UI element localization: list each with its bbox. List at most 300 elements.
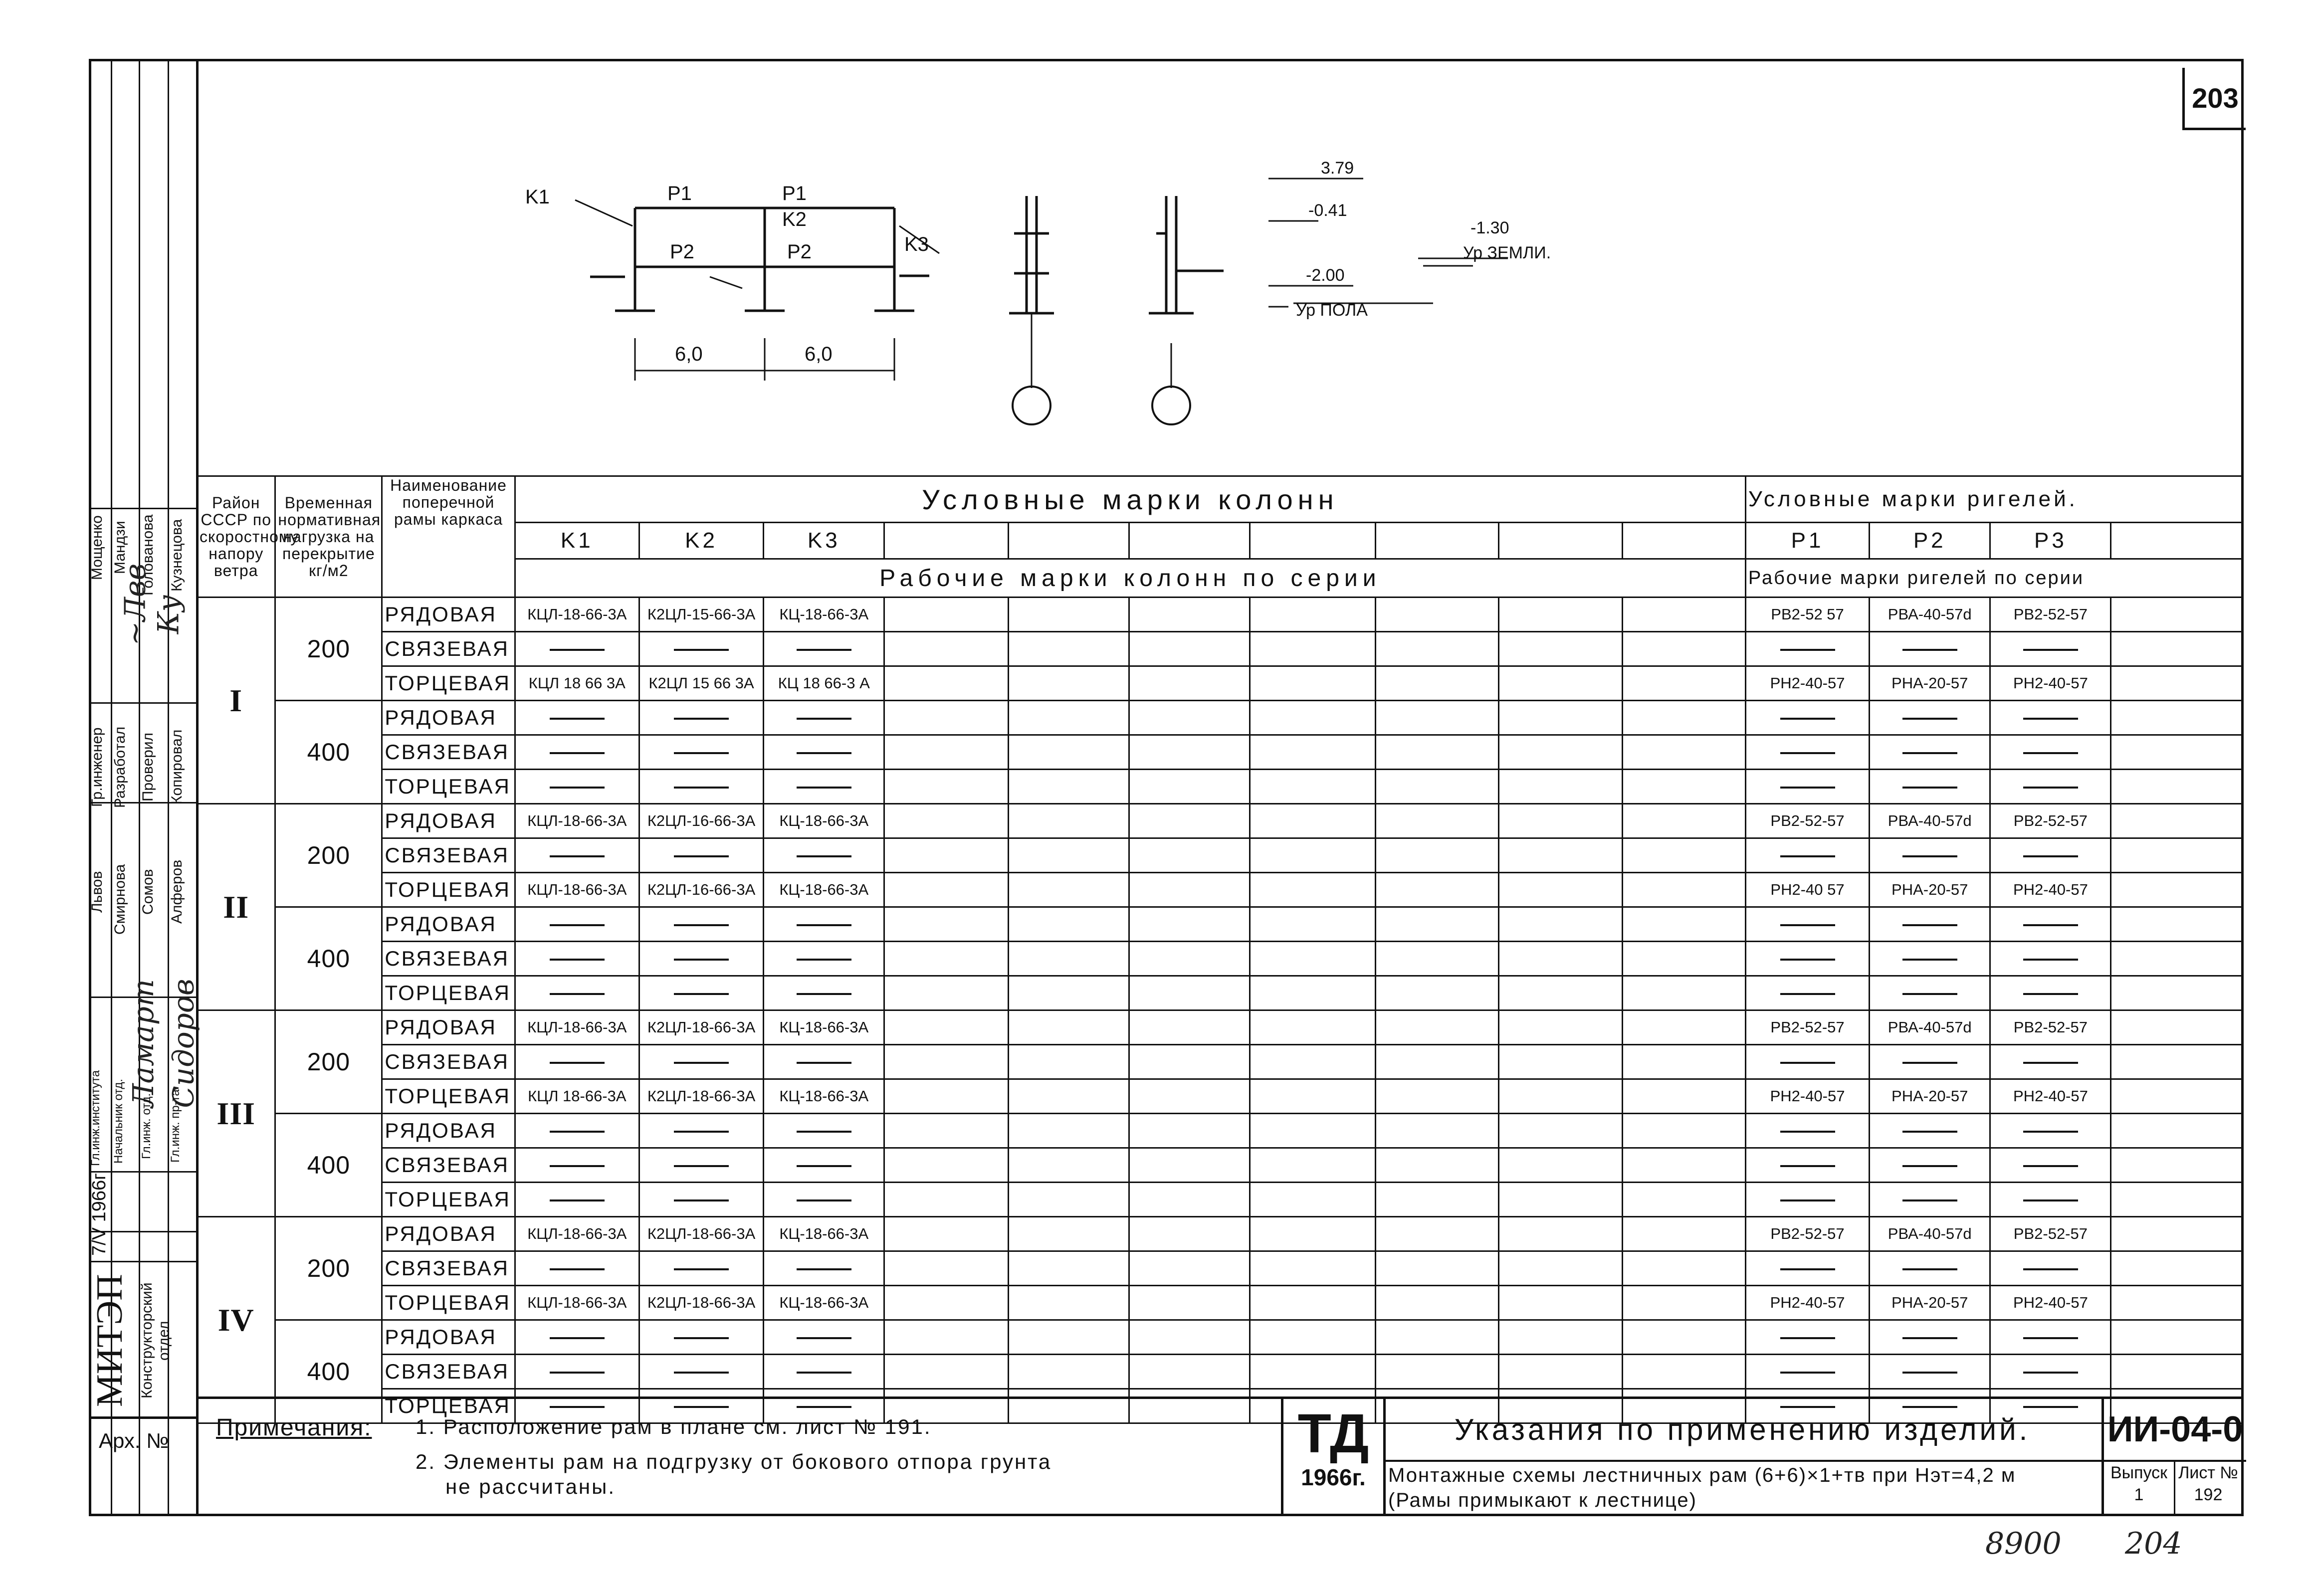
dash-mark <box>1902 1337 1957 1339</box>
empty-cell <box>1376 1148 1499 1183</box>
empty-cell <box>1129 1320 1250 1355</box>
dash-mark <box>1780 924 1835 926</box>
empty-cell <box>884 1010 1008 1045</box>
empty-cell <box>1376 632 1499 666</box>
person-name: Алферов <box>169 859 185 924</box>
empty-cell <box>1129 770 1250 804</box>
empty-cell <box>1129 907 1250 942</box>
beam-mark-cell <box>1745 1251 1869 1286</box>
header-p2: P2 <box>1870 523 1990 559</box>
dash-mark <box>797 649 851 651</box>
dash-mark <box>797 787 851 789</box>
empty-cell <box>1376 976 1499 1010</box>
empty-cell <box>1376 873 1499 907</box>
empty-cell <box>1129 976 1250 1010</box>
empty-cell <box>1376 1045 1499 1079</box>
empty-cell <box>884 666 1008 701</box>
dash-mark <box>550 993 605 995</box>
beam-mark-cell <box>1870 1355 1990 1389</box>
empty-cell <box>1376 1355 1499 1389</box>
table-row <box>197 942 2243 976</box>
beam-mark-cell: РН2-40-57 <box>1745 1079 1869 1114</box>
empty-cell <box>1008 804 1129 838</box>
empty-cell <box>1499 1045 1622 1079</box>
beam-mark-cell <box>1990 907 2111 942</box>
table-row <box>197 1355 2243 1389</box>
dash-mark <box>550 959 605 961</box>
empty-cell <box>1129 804 1250 838</box>
label-k1: K1 <box>525 186 550 208</box>
beam-mark-cell: РНА-20-57 <box>1870 873 1990 907</box>
column-mark-cell <box>515 1114 639 1148</box>
empty-cell <box>1499 1286 1622 1320</box>
column-mark-cell <box>764 1251 884 1286</box>
beam-mark-cell <box>1870 632 1990 666</box>
empty-cell <box>2111 701 2243 735</box>
dash-mark <box>550 1199 605 1201</box>
empty-cell <box>884 1320 1008 1355</box>
beam-mark-cell <box>1745 770 1869 804</box>
header-k2: K2 <box>639 523 763 559</box>
empty-cell <box>2111 770 2243 804</box>
dash-mark <box>1902 855 1957 857</box>
beam-mark-cell <box>1990 976 2111 1010</box>
frame-type-cell: ТОРЦЕВАЯ <box>382 770 515 804</box>
table-row <box>197 1079 2243 1114</box>
beam-mark-cell <box>1745 1320 1869 1355</box>
beam-mark-cell: РВА-40-57d <box>1870 804 1990 838</box>
load-cell: 400 <box>275 701 382 804</box>
empty-cell <box>1499 1320 1622 1355</box>
column-mark-cell <box>639 942 763 976</box>
empty-cell <box>1250 770 1375 804</box>
empty-cell <box>884 735 1008 770</box>
column-mark-cell: К2ЦЛ 15 66 3А <box>639 666 763 701</box>
empty-cell <box>1499 632 1622 666</box>
empty-cell <box>1499 804 1622 838</box>
empty-cell <box>1376 666 1499 701</box>
beam-mark-cell: РН2-40-57 <box>1745 666 1869 701</box>
person-role: Проверил <box>140 732 156 802</box>
frame-type-cell: ТОРЦЕВАЯ <box>382 1079 515 1114</box>
frame-type-cell: СВЯЗЕВАЯ <box>382 1355 515 1389</box>
empty-cell <box>1376 735 1499 770</box>
issue-label: Выпуск <box>2110 1463 2168 1482</box>
empty-cell <box>1376 1251 1499 1286</box>
empty-cell <box>1008 838 1129 873</box>
empty-cell <box>2111 804 2243 838</box>
empty-cell <box>884 632 1008 666</box>
column-mark-cell: КЦЛ 18-66-3А <box>515 1079 639 1114</box>
column-mark-cell <box>515 1183 639 1217</box>
table-row <box>197 1114 2243 1148</box>
empty-cell <box>884 976 1008 1010</box>
beam-mark-cell: РВА-40-57d <box>1870 598 1990 632</box>
person-name: Смирнова <box>112 864 128 935</box>
frame-type-cell: ТОРЦЕВАЯ <box>382 976 515 1010</box>
dash-mark <box>550 787 605 789</box>
table-row <box>197 1183 2243 1217</box>
beam-mark-cell: РН2-40-57 <box>1745 1286 1869 1320</box>
issue-value: 1 <box>2134 1485 2144 1504</box>
column-mark-cell <box>764 942 884 976</box>
empty-cell <box>1376 1217 1499 1251</box>
beam-mark-cell <box>1990 735 2111 770</box>
dash-mark <box>1902 649 1957 651</box>
marks-table-wrap <box>196 475 2244 1424</box>
empty-cell <box>1008 666 1129 701</box>
beam-mark-cell: РВА-40-57d <box>1870 1217 1990 1251</box>
signature: Сидоров <box>166 979 201 1108</box>
column-mark-cell <box>515 1320 639 1355</box>
load-cell: 200 <box>275 1010 382 1114</box>
dash-mark <box>797 993 851 995</box>
dash-mark <box>1780 1372 1835 1374</box>
column-mark-cell <box>764 1355 884 1389</box>
dash-mark <box>1780 1199 1835 1201</box>
sheet-number: 203 <box>2182 68 2246 130</box>
person-role: Разработал <box>112 726 128 808</box>
note-2: 2. Элементы рам на подгрузку от бокового отпора грунта <box>416 1450 1052 1473</box>
empty-cell <box>1376 770 1499 804</box>
note-1: 1. Расположение рам в плане см. лист № 191. <box>416 1415 932 1438</box>
empty-cell <box>1499 598 1622 632</box>
column-mark-cell <box>764 976 884 1010</box>
empty-cell <box>1622 770 1745 804</box>
empty-cell <box>1622 1183 1745 1217</box>
dash-mark <box>2023 1268 2078 1270</box>
elevation: -0.41 <box>1308 201 1347 220</box>
column-mark-cell <box>639 701 763 735</box>
empty-cell <box>2111 976 2243 1010</box>
dash-mark <box>2023 1131 2078 1133</box>
empty-cell <box>1376 1010 1499 1045</box>
person-role: Копировал <box>169 729 185 805</box>
frame-type-cell: СВЯЗЕВАЯ <box>382 1045 515 1079</box>
beam-mark-cell <box>1990 701 2111 735</box>
empty-cell <box>1499 701 1622 735</box>
empty-cell <box>1376 1320 1499 1355</box>
empty-cell <box>884 804 1008 838</box>
dash-mark <box>550 718 605 720</box>
beam-mark-cell <box>1745 838 1869 873</box>
beam-mark-cell <box>1990 1251 2111 1286</box>
column-mark-cell: К2ЦЛ-18-66-3А <box>639 1217 763 1251</box>
dash-mark <box>1902 1165 1957 1167</box>
title-block <box>196 1396 2244 1516</box>
beam-mark-cell <box>1870 1183 1990 1217</box>
beam-mark-cell <box>1870 1320 1990 1355</box>
column-mark-cell <box>515 770 639 804</box>
empty-cell <box>2111 838 2243 873</box>
table-row <box>197 1217 2243 1251</box>
dash-mark <box>2023 1199 2078 1201</box>
column-mark-cell: КЦ-18-66-3А <box>764 1286 884 1320</box>
empty-cell <box>1376 1114 1499 1148</box>
column-mark-cell: КЦ-18-66-3А <box>764 873 884 907</box>
frame-type-cell: РЯДОВАЯ <box>382 1010 515 1045</box>
empty-cell <box>1008 598 1129 632</box>
beam-mark-cell: РВ2-52-57 <box>1990 1010 2111 1045</box>
column-mark-cell <box>639 770 763 804</box>
label-p1: P1 <box>782 183 807 204</box>
frame-type-cell: РЯДОВАЯ <box>382 701 515 735</box>
dash-mark <box>797 1372 851 1374</box>
beam-mark-cell <box>1870 1114 1990 1148</box>
empty-cell <box>1008 1183 1129 1217</box>
dash-mark <box>2023 1165 2078 1167</box>
strip-line <box>89 1261 196 1262</box>
empty-cell <box>2111 1148 2243 1183</box>
empty-cell <box>1129 1286 1250 1320</box>
frame-type-cell: СВЯЗЕВАЯ <box>382 838 515 873</box>
column-mark-cell: КЦЛ-18-66-3А <box>515 804 639 838</box>
empty-cell <box>884 873 1008 907</box>
beam-mark-cell: РВ2-52-57 <box>1745 804 1869 838</box>
column-mark-cell: К2ЦЛ-15-66-3А <box>639 598 763 632</box>
dash-mark <box>674 1268 729 1270</box>
dash-mark <box>797 718 851 720</box>
beam-mark-cell <box>1990 632 2111 666</box>
person-role: Гр.инженер <box>89 727 105 807</box>
dash-mark <box>1780 1062 1835 1064</box>
empty-cell <box>2111 1114 2243 1148</box>
beam-mark-cell <box>1745 942 1869 976</box>
empty-cell <box>1129 1079 1250 1114</box>
person-name: Кузнецова <box>169 519 185 592</box>
column-mark-cell <box>764 907 884 942</box>
empty-cell <box>1129 838 1250 873</box>
beam-mark-cell <box>1870 838 1990 873</box>
column-mark-cell: К2ЦЛ-16-66-3А <box>639 804 763 838</box>
empty-cell <box>884 1251 1008 1286</box>
column-mark-cell <box>764 1148 884 1183</box>
dash-mark <box>1780 1268 1835 1270</box>
beam-mark-cell <box>1745 701 1869 735</box>
strip-line <box>89 508 196 509</box>
left-title-strip <box>89 59 199 1516</box>
empty-cell <box>1129 1045 1250 1079</box>
archive-number: Арх. № <box>89 1416 196 1516</box>
dash-mark <box>797 924 851 926</box>
table-row <box>197 1286 2243 1320</box>
dash-mark <box>550 1372 605 1374</box>
dash-mark <box>2023 752 2078 754</box>
empty-cell <box>1499 873 1622 907</box>
empty-cell <box>884 598 1008 632</box>
dash-mark <box>1780 855 1835 857</box>
dash-mark <box>1902 787 1957 789</box>
empty-cell <box>1250 1183 1375 1217</box>
beam-mark-cell <box>1870 770 1990 804</box>
empty-cell <box>1622 1079 1745 1114</box>
column-mark-cell <box>515 838 639 873</box>
empty-cell <box>1622 1320 1745 1355</box>
empty-cell <box>1376 804 1499 838</box>
column-mark-cell: КЦЛ-18-66-3А <box>515 1286 639 1320</box>
column-mark-cell <box>515 1045 639 1079</box>
column-mark-cell <box>639 838 763 873</box>
empty-cell <box>2111 523 2243 559</box>
strip-line <box>89 702 196 704</box>
empty-cell <box>1622 1148 1745 1183</box>
empty-cell <box>1499 523 1622 559</box>
beam-mark-cell <box>1745 1355 1869 1389</box>
empty-cell <box>1250 804 1375 838</box>
empty-cell <box>1250 1286 1375 1320</box>
dash-mark <box>550 855 605 857</box>
dash-mark <box>797 1062 851 1064</box>
empty-cell <box>1008 907 1129 942</box>
table-row <box>197 1045 2243 1079</box>
empty-cell <box>2111 632 2243 666</box>
label-p2: P2 <box>787 241 812 263</box>
td-stamp <box>1281 1399 1386 1516</box>
empty-cell <box>1008 942 1129 976</box>
beam-mark-cell <box>1990 942 2111 976</box>
header-row <box>197 476 2243 523</box>
document-title: Указания по применению изделий. <box>1383 1399 2101 1462</box>
empty-cell <box>1008 1045 1129 1079</box>
empty-cell <box>2111 598 2243 632</box>
dash-mark <box>550 649 605 651</box>
empty-cell <box>1250 666 1375 701</box>
dash-mark <box>2023 1337 2078 1339</box>
dash-mark <box>797 1165 851 1167</box>
handwritten-number: 8900 <box>1985 1526 2062 1561</box>
dash-mark <box>1902 718 1957 720</box>
ground-level: Ур ЗЕМЛИ. <box>1463 243 1551 262</box>
person-name: Мандзи <box>112 521 128 575</box>
dash-mark <box>1902 959 1957 961</box>
region-cell: I <box>197 598 275 804</box>
column-mark-cell <box>764 735 884 770</box>
dash-mark <box>1902 752 1957 754</box>
dash-mark <box>674 787 729 789</box>
load-cell: 200 <box>275 598 382 701</box>
column-mark-cell: КЦ 18 66-3 А <box>764 666 884 701</box>
table-row <box>197 701 2243 735</box>
dash-mark <box>1780 959 1835 961</box>
empty-cell <box>1250 907 1375 942</box>
empty-cell <box>1622 1114 1745 1148</box>
empty-cell <box>1250 1010 1375 1045</box>
empty-cell <box>884 942 1008 976</box>
dash-mark <box>797 855 851 857</box>
empty-cell <box>1499 1355 1622 1389</box>
empty-cell <box>1376 907 1499 942</box>
person-name: Мощенко <box>89 515 105 580</box>
empty-cell <box>1129 1355 1250 1389</box>
beam-mark-cell <box>1870 1045 1990 1079</box>
column-mark-cell: К2ЦЛ-18-66-3А <box>639 1010 763 1045</box>
beam-mark-cell <box>1745 632 1869 666</box>
department: Конструкторский отдел <box>139 1282 172 1399</box>
dash-mark <box>797 752 851 754</box>
empty-cell <box>1499 838 1622 873</box>
table-row <box>197 1148 2243 1183</box>
empty-cell <box>1376 523 1499 559</box>
dash-mark <box>2023 649 2078 651</box>
beam-mark-cell <box>1990 1320 2111 1355</box>
region-cell: III <box>197 1010 275 1217</box>
column-mark-cell <box>639 1355 763 1389</box>
strip-line <box>89 1171 196 1173</box>
empty-cell <box>2111 735 2243 770</box>
beam-mark-cell <box>1745 1183 1869 1217</box>
empty-cell <box>1622 701 1745 735</box>
dash-mark <box>550 924 605 926</box>
empty-cell <box>1622 1251 1745 1286</box>
empty-cell <box>1499 1079 1622 1114</box>
empty-cell <box>1250 1148 1375 1183</box>
column-mark-cell <box>515 1148 639 1183</box>
empty-cell <box>884 1114 1008 1148</box>
empty-cell <box>1250 838 1375 873</box>
frame-type-cell: РЯДОВАЯ <box>382 1217 515 1251</box>
empty-cell <box>1250 942 1375 976</box>
beam-mark-cell <box>1990 1355 2111 1389</box>
empty-cell <box>1129 523 1250 559</box>
empty-cell <box>1499 770 1622 804</box>
dash-mark <box>797 959 851 961</box>
role-title: Гл.инж. отд. <box>140 1093 153 1160</box>
empty-cell <box>2111 1355 2243 1389</box>
dash-mark <box>674 1165 729 1167</box>
dash-mark <box>1780 1131 1835 1133</box>
dash-mark <box>1902 1372 1957 1374</box>
empty-cell <box>2111 666 2243 701</box>
frame-type-cell: ТОРЦЕВАЯ <box>382 1286 515 1320</box>
empty-cell <box>884 1183 1008 1217</box>
column-mark-cell: КЦ-18-66-3А <box>764 1010 884 1045</box>
column-mark-cell: КЦ-18-66-3А <box>764 804 884 838</box>
empty-cell <box>1250 1251 1375 1286</box>
empty-cell <box>1008 632 1129 666</box>
empty-cell <box>1129 735 1250 770</box>
header-load: Временная нормативная нагрузка на перекрытие кг/м2 <box>275 476 382 598</box>
frame-type-cell: ТОРЦЕВАЯ <box>382 873 515 907</box>
empty-cell <box>1622 907 1745 942</box>
dash-mark <box>674 649 729 651</box>
empty-cell <box>1622 1286 1745 1320</box>
empty-cell <box>2111 1079 2243 1114</box>
frame-type-cell: РЯДОВАЯ <box>382 804 515 838</box>
issue-cell <box>2101 1462 2175 1516</box>
empty-cell <box>1376 1079 1499 1114</box>
empty-cell <box>1250 1079 1375 1114</box>
beam-mark-cell: РВ2-52 57 <box>1745 598 1869 632</box>
beam-mark-cell <box>1870 907 1990 942</box>
frame-type-cell: РЯДОВАЯ <box>382 907 515 942</box>
dash-mark <box>550 1337 605 1339</box>
dash-mark <box>674 1199 729 1201</box>
beam-mark-cell <box>1745 735 1869 770</box>
empty-cell <box>1250 1355 1375 1389</box>
table-row <box>197 873 2243 907</box>
table-row <box>197 976 2243 1010</box>
empty-cell <box>884 1286 1008 1320</box>
column-mark-cell <box>764 701 884 735</box>
column-mark-cell <box>639 735 763 770</box>
table-row <box>197 804 2243 838</box>
beam-mark-cell <box>1990 1045 2111 1079</box>
column-mark-cell: КЦЛ-18-66-3А <box>515 1217 639 1251</box>
handwritten-number: 204 <box>2125 1526 2182 1561</box>
beam-mark-cell: РВА-40-57d <box>1870 1010 1990 1045</box>
table-row <box>197 632 2243 666</box>
column-mark-cell: КЦЛ-18-66-3А <box>515 1010 639 1045</box>
